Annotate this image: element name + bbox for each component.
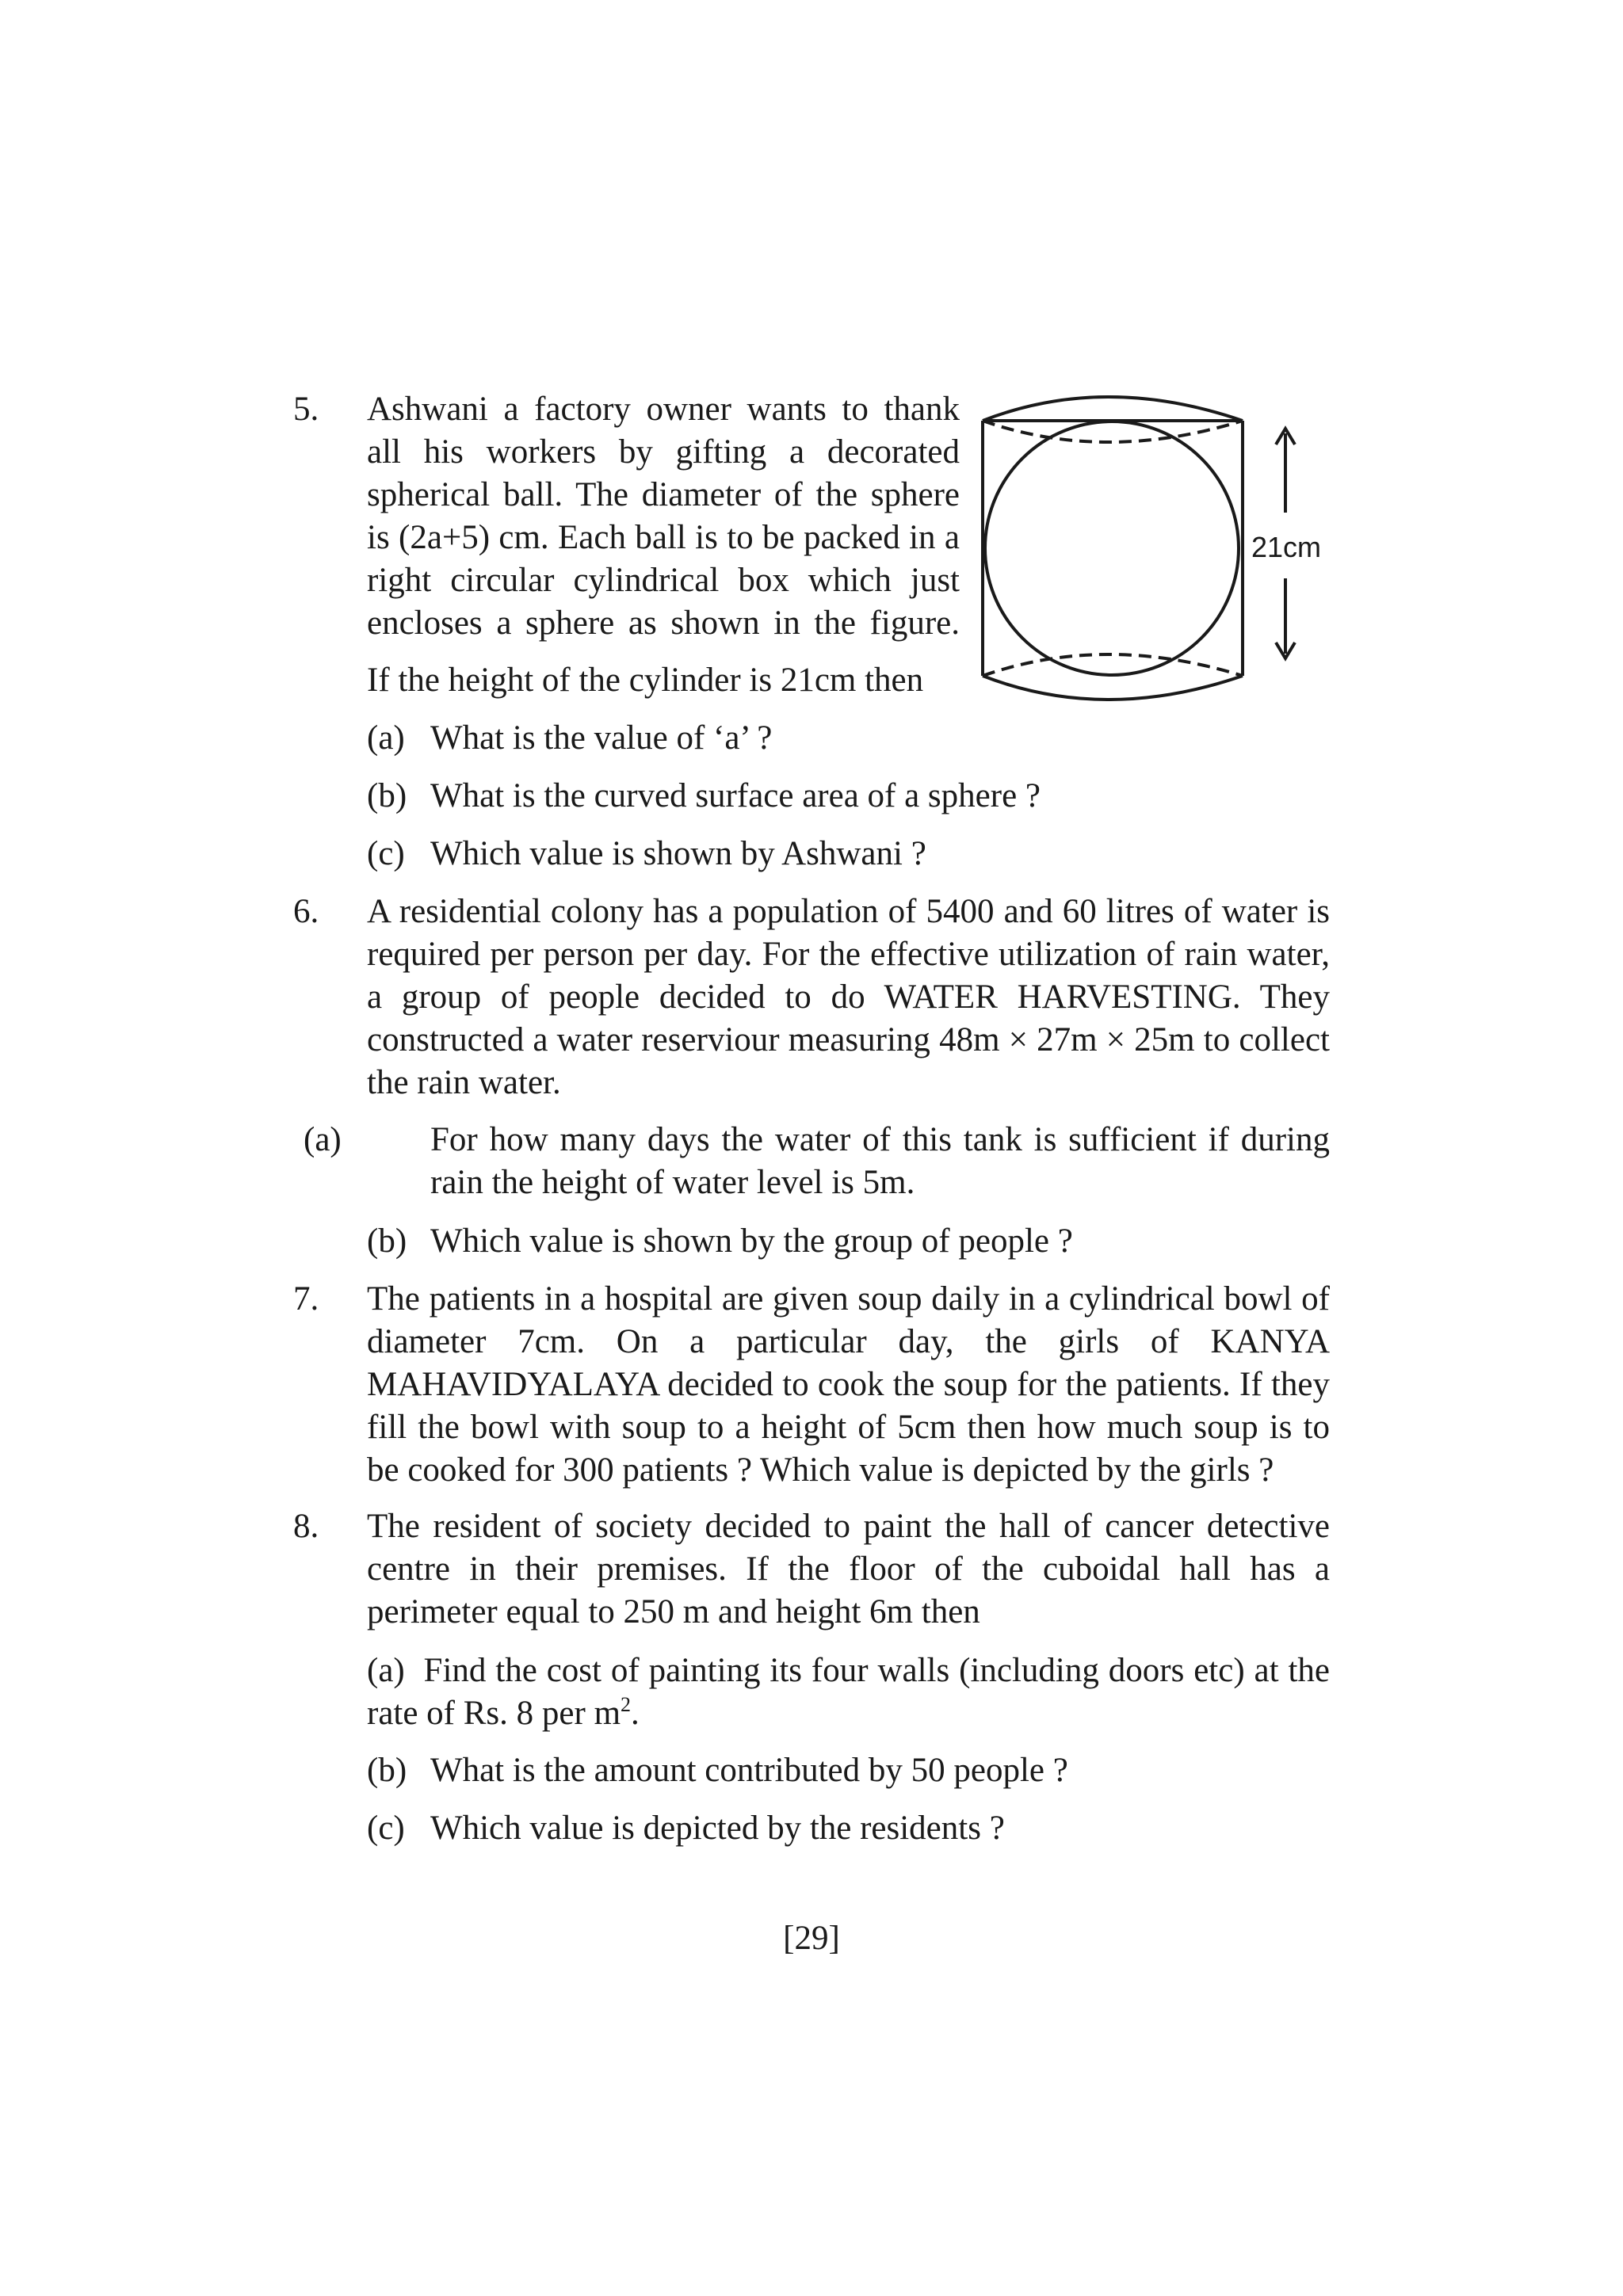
part-label: (a) <box>304 1121 342 1158</box>
sphere-circle <box>985 421 1239 675</box>
part-label: (b) <box>367 1752 407 1789</box>
question-part <box>304 1119 1330 1204</box>
cylinder-bottom-arc <box>983 676 1243 700</box>
question-part <box>367 717 772 760</box>
height-label: 21cm <box>1251 531 1322 563</box>
part-text: For how many days the water of this tank is sufficient if during rain the height of water level is 5m. <box>430 1121 1330 1201</box>
cylinder-top-arc <box>983 397 1243 421</box>
part-text: What is the curved surface area of a sphere ? <box>430 777 1041 814</box>
part-text: Which value is shown by Ashwani ? <box>430 835 926 872</box>
question-5-condition: If the height of the cylinder is 21cm then <box>367 662 924 699</box>
question-number: 5. <box>293 391 319 428</box>
question-5-text <box>367 388 960 645</box>
part-text-end: . <box>631 1695 640 1732</box>
question-number: 8. <box>293 1508 319 1545</box>
question-7-text: The patients in a hospital are given soup daily in a cylindrical bowl of diameter 7cm. On a particular day, the girls of KANYA MAHAVIDYALAYA decided to cook the soup for the patients. If they fill the bowl with soup to a height of 5cm then how much soup is to be cooked for 300 patients ? Which value is depicted by the girls ? <box>367 1280 1330 1489</box>
text-line: right circular cylindrical box which just <box>367 562 960 599</box>
cylinder-top-dashed-arc <box>983 421 1243 442</box>
question-number: 6. <box>293 893 319 930</box>
part-text: Which value is shown by the group of people ? <box>430 1222 1073 1260</box>
question-6-text: A residential colony has a population of 5400 and 60 litres of water is required per person per day. For the effective utilization of rain water, a group of people decided to do WATER HARVESTING. They constructed a water reserviour measuring 48m × 27m × 25m to collect the rain water. <box>367 893 1330 1101</box>
part-label: (a) <box>367 1652 405 1689</box>
part-text: What is the amount contributed by 50 people ? <box>430 1752 1068 1789</box>
text-line: all his workers by gifting a decorated <box>367 433 960 471</box>
sphere-in-cylinder-figure <box>975 384 1339 701</box>
cylinder-bottom-dashed-arc <box>983 654 1243 676</box>
part-label: (b) <box>367 777 407 814</box>
superscript: 2 <box>621 1693 632 1716</box>
question-part <box>367 1807 1005 1850</box>
page-number: [29] <box>783 1920 840 1957</box>
part-label: (b) <box>367 1222 407 1260</box>
question-part <box>367 833 926 875</box>
part-label: (a) <box>367 719 405 757</box>
part-text: Find the cost of painting its four walls (including doors etc) at the rate of Rs. 8 per m <box>367 1652 1330 1732</box>
part-label: (c) <box>367 1810 405 1847</box>
text-line: encloses a sphere as shown in the figure. <box>367 605 960 642</box>
text-line: Ashwani a factory owner wants to thank <box>367 391 960 428</box>
question-part <box>367 1749 1068 1792</box>
part-text: What is the value of ‘a’ ? <box>430 719 773 757</box>
question-part <box>367 1650 1330 1735</box>
question-part <box>367 1220 1073 1263</box>
text-line: spherical ball. The diameter of the sphere <box>367 476 960 513</box>
question-8-text: The resident of society decided to paint the hall of cancer detective centre in their premises. If the floor of the cuboidal hall has a perimeter equal to 250 m and height 6m then <box>367 1508 1330 1630</box>
question-part <box>367 775 1041 818</box>
part-text: Which value is depicted by the residents ? <box>430 1810 1005 1847</box>
part-label: (c) <box>367 835 405 872</box>
question-number: 7. <box>293 1280 319 1318</box>
text-line: is (2a+5) cm. Each ball is to be packed in a <box>367 519 960 556</box>
